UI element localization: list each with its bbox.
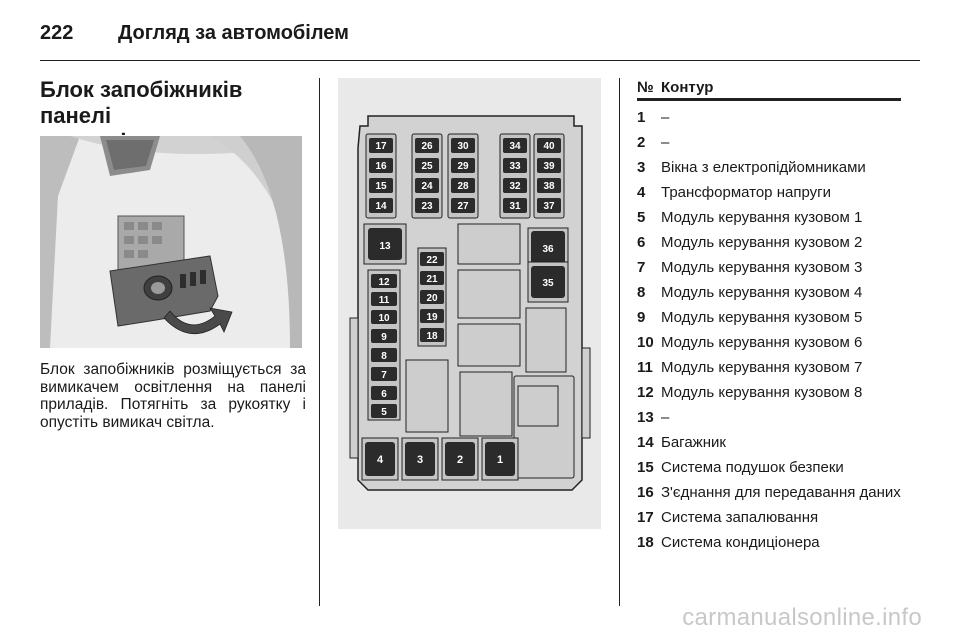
row-number: 18 <box>637 534 654 551</box>
fuse-label: 26 <box>421 141 433 152</box>
row-number: 4 <box>637 184 646 201</box>
row-number: 11 <box>637 359 653 376</box>
row-circuit: – <box>661 109 670 126</box>
row-circuit: Система подушок безпеки <box>661 459 844 476</box>
fuse-access-illustration <box>40 136 302 348</box>
fuse-label: 24 <box>421 181 433 192</box>
table-row <box>637 509 901 526</box>
fuse-label: 7 <box>381 370 387 381</box>
row-circuit: Модуль керування кузовом 5 <box>661 309 863 326</box>
fuse-label: 10 <box>378 313 390 324</box>
fuse-label: 23 <box>421 201 433 212</box>
row-circuit: Модуль керування кузовом 4 <box>661 284 863 301</box>
fuse-label: 1 <box>496 454 504 466</box>
fuse-label: 5 <box>381 407 387 418</box>
row-circuit: Система кондиціонера <box>661 534 820 551</box>
row-number: 16 <box>637 484 654 501</box>
watermark: carmanualsonline.info <box>682 604 922 631</box>
relay-label: 13 <box>379 241 391 252</box>
row-number: 8 <box>637 284 646 301</box>
column-divider-left <box>319 78 320 606</box>
relay-label: 36 <box>542 244 554 255</box>
row-circuit: Модуль керування кузовом 8 <box>661 384 863 401</box>
table-row <box>637 184 901 201</box>
fuse-box-svg <box>338 78 601 529</box>
fuse-label: 28 <box>457 181 469 192</box>
table-row <box>637 334 901 351</box>
row-circuit: Модуль керування кузовом 3 <box>661 259 863 276</box>
fuse-label: 16 <box>375 161 387 172</box>
table-row <box>637 459 901 476</box>
table-row <box>637 159 901 176</box>
fuse-label: 12 <box>378 277 390 288</box>
page-header <box>40 22 349 46</box>
table-row <box>637 234 901 251</box>
row-number: 5 <box>637 209 646 226</box>
row-circuit: Трансформатор напруги <box>661 184 831 201</box>
row-circuit: Система запалювання <box>661 509 819 526</box>
fuse-label: 29 <box>457 161 469 172</box>
fuse-label: 18 <box>426 331 438 342</box>
fuse-label: 27 <box>457 201 469 212</box>
row-number: 12 <box>637 384 654 401</box>
row-number: 15 <box>637 459 654 476</box>
relay-label: 35 <box>542 278 554 289</box>
table-header <box>637 78 901 101</box>
column-divider-right <box>619 78 620 606</box>
row-circuit: Модуль керування кузовом 7 <box>661 359 863 376</box>
row-number: 10 <box>637 334 654 351</box>
section-body: Блок запобіжників розміщується за вимикачем освітлення на панелі приладів. Потягніть за рукоятку і опустіть вимикач світла. <box>40 361 306 431</box>
row-number: 7 <box>637 259 646 276</box>
fuse-label: 4 <box>376 454 384 466</box>
fuse-label: 21 <box>426 274 438 285</box>
fuse-label: 14 <box>375 201 387 212</box>
row-number: 9 <box>637 309 646 326</box>
fuse-label: 11 <box>378 295 390 306</box>
fuse-label: 19 <box>426 312 438 323</box>
fuse-label: 9 <box>381 332 387 343</box>
section-title-line1: Блок запобіжників панелі <box>40 77 243 128</box>
table-row <box>637 409 901 426</box>
fuse-label: 31 <box>509 201 521 212</box>
fuse-label: 20 <box>426 293 438 304</box>
fuse-label: 22 <box>426 255 438 266</box>
fuse-label: 3 <box>416 454 424 466</box>
table-row <box>637 209 901 226</box>
fuse-label: 17 <box>375 141 387 152</box>
table-row <box>637 359 901 376</box>
row-number: 1 <box>637 109 646 126</box>
chapter-title: Догляд за автомобілем <box>118 22 349 44</box>
table-row <box>637 309 901 326</box>
dashboard-photo <box>40 136 302 348</box>
fuse-label: 30 <box>457 141 469 152</box>
fuse-label: 39 <box>543 161 555 172</box>
fuse-label: 38 <box>543 181 555 192</box>
fuse-label: 32 <box>509 181 521 192</box>
row-circuit: Модуль керування кузовом 6 <box>661 334 863 351</box>
row-number: 17 <box>637 509 654 526</box>
row-number: 14 <box>637 434 654 451</box>
fuse-label: 33 <box>509 161 521 172</box>
row-circuit: З'єднання для передавання даних <box>661 484 901 501</box>
table-row <box>637 434 901 451</box>
table-row <box>637 384 901 401</box>
page-number: 222 <box>40 22 74 44</box>
fuse-label: 34 <box>509 141 521 152</box>
row-circuit: Модуль керування кузовом 2 <box>661 234 863 251</box>
fuse-label: 40 <box>543 141 555 152</box>
fuse-label: 2 <box>456 454 464 466</box>
table-body <box>637 109 901 551</box>
row-circuit: Вікна з електропідйомниками <box>661 159 866 176</box>
row-number: 2 <box>637 134 646 151</box>
left-column <box>40 77 306 431</box>
table-row <box>637 259 901 276</box>
fuse-label: 6 <box>381 389 387 400</box>
table-row <box>637 284 901 301</box>
row-number: 3 <box>637 159 646 176</box>
fuse-label: 37 <box>543 201 555 212</box>
row-circuit: Багажник <box>661 434 726 451</box>
table-row <box>637 534 901 551</box>
table-row <box>637 109 901 126</box>
fuse-box-diagram <box>338 78 601 529</box>
header-text: Контур <box>661 79 714 96</box>
fuse-label: 15 <box>375 181 387 192</box>
table-row <box>637 134 901 151</box>
row-circuit: Модуль керування кузовом 1 <box>661 209 863 226</box>
header-num: № <box>637 79 654 96</box>
table-row <box>637 484 901 501</box>
fuse-label: 8 <box>381 351 387 362</box>
circuit-table <box>637 78 901 551</box>
row-circuit: – <box>661 134 670 151</box>
row-number: 13 <box>637 409 654 426</box>
row-number: 6 <box>637 234 646 251</box>
fuse-label: 25 <box>421 161 433 172</box>
row-circuit: – <box>661 409 670 426</box>
header-rule <box>40 60 920 61</box>
